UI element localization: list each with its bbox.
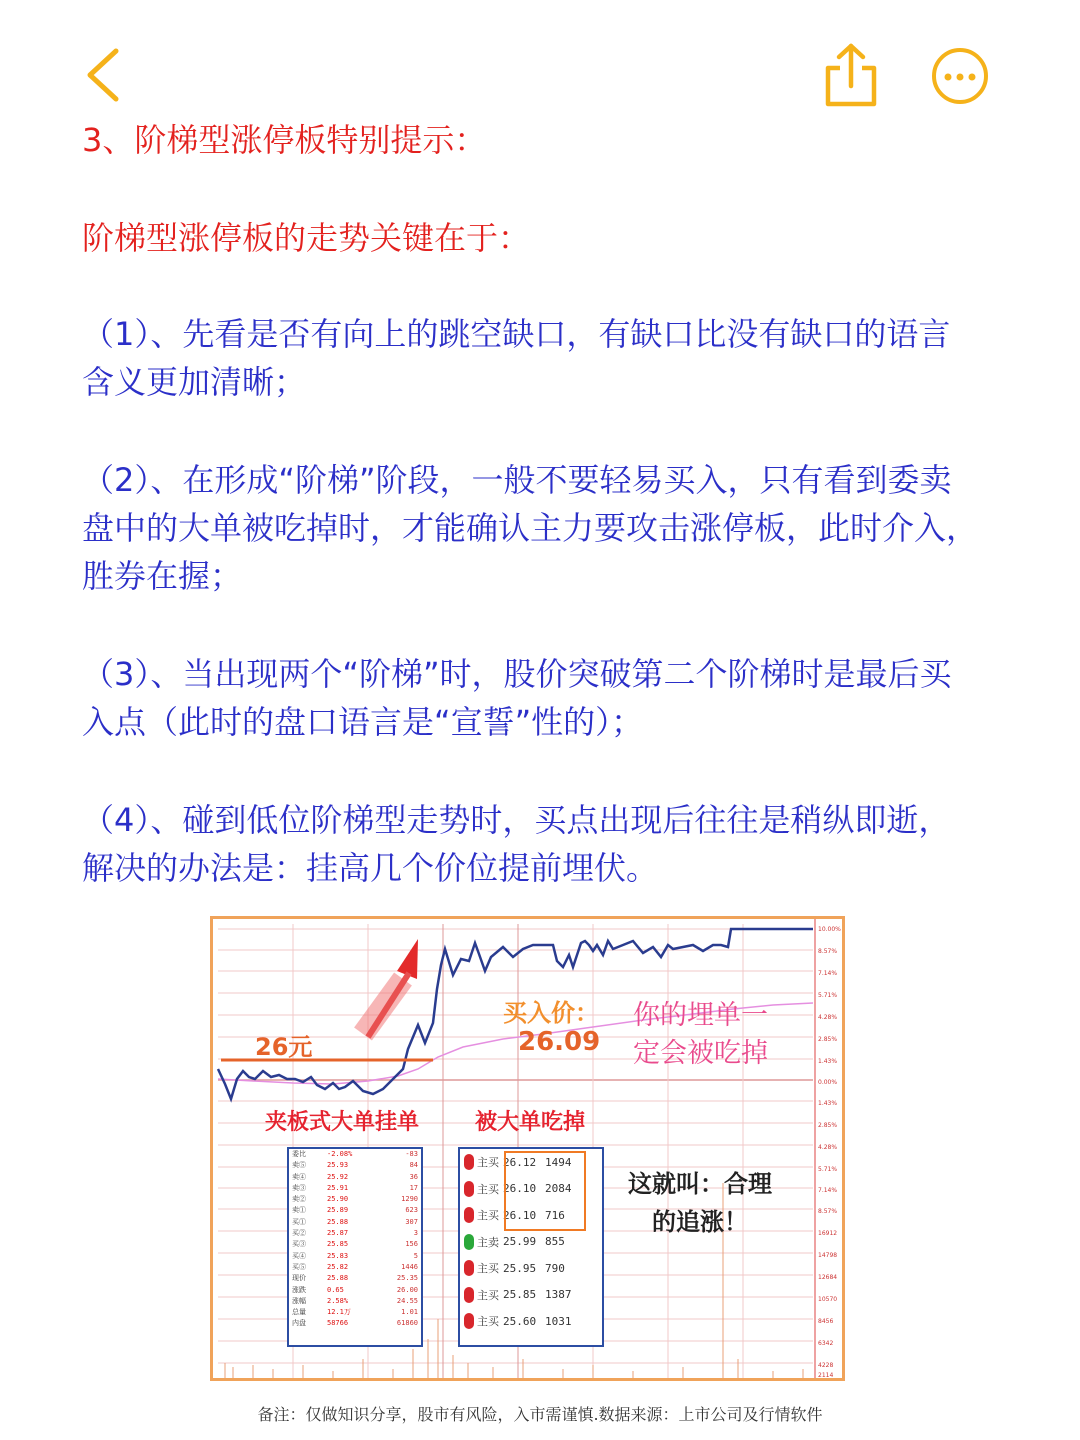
trade-vol: 2084: [545, 1182, 572, 1196]
order-book-cell: 买③: [292, 1240, 306, 1249]
buy-price-value: 26.09: [518, 1027, 601, 1057]
order-book-cell: 26.00: [396, 1285, 418, 1294]
trade-type: 主买: [477, 1288, 499, 1302]
order-book-cell: 总量: [292, 1308, 306, 1317]
right-axis-label: 14798: [818, 1252, 838, 1259]
right-axis-label: 6342: [818, 1340, 834, 1347]
trade-vol: 1031: [545, 1314, 572, 1328]
trade-price: 25.85: [503, 1288, 537, 1302]
trade-price: 25.95: [503, 1261, 537, 1275]
right-axis-label: 2114: [818, 1372, 834, 1379]
order-book-cell: 卖③: [292, 1183, 306, 1192]
right-axis-label: 7.14%: [818, 970, 838, 977]
order-book-cell: 17: [409, 1183, 418, 1192]
order-book-row: [289, 1285, 421, 1296]
order-book-cell: 卖①: [292, 1206, 306, 1215]
trade-price: 26.12: [503, 1155, 537, 1169]
right-axis-label: 1.43%: [818, 1058, 838, 1065]
order-book-cell: 委比: [292, 1150, 306, 1158]
order-book-cell: 5: [413, 1251, 418, 1260]
trade-vol: 716: [545, 1208, 565, 1222]
order-book-row: [289, 1217, 421, 1228]
trade-row: [460, 1229, 602, 1256]
right-axis-label: 2.85%: [818, 1036, 838, 1043]
point-1: （1）、先看是否有向上的跳空缺口，有缺口比没有缺口的语言含义更加清晰；: [82, 315, 951, 401]
trade-type: 主买: [477, 1315, 499, 1329]
trade-detail-panel: [458, 1147, 604, 1347]
right-axis-label: 10570: [818, 1296, 838, 1303]
order-book-row: [289, 1183, 421, 1194]
trade-direction-icon: [464, 1287, 474, 1303]
eaten-by-large-order-label: 被大单吃掉: [475, 1110, 586, 1135]
order-book-cell: 买②: [292, 1229, 306, 1238]
order-book-row: [289, 1296, 421, 1307]
order-book-row: [289, 1262, 421, 1273]
right-axis-label: 2.85%: [818, 1122, 838, 1129]
chase-note-line1: 这就叫：合理: [628, 1170, 772, 1198]
stock-chart-figure: [210, 916, 845, 1381]
trade-price: 25.99: [503, 1235, 537, 1249]
order-book-row: [289, 1172, 421, 1183]
order-book-row: [289, 1307, 421, 1318]
right-axis-label: 8456: [818, 1318, 834, 1325]
trade-direction-icon: [464, 1260, 474, 1276]
trade-type: 主卖: [477, 1235, 499, 1249]
order-book-cell: 1.01: [401, 1308, 418, 1317]
right-axis-label: 8.57%: [818, 1208, 838, 1215]
order-book-cell: 25.92: [327, 1172, 349, 1181]
order-book-cell: 3: [413, 1229, 418, 1238]
trade-vol: 1494: [545, 1155, 572, 1169]
trade-row: [460, 1282, 602, 1309]
trade-type: 主买: [477, 1182, 499, 1196]
right-axis-label: 4228: [818, 1362, 834, 1369]
order-book-cell: 买①: [292, 1217, 306, 1226]
trade-direction-icon: [464, 1207, 474, 1223]
chevron-left-icon[interactable]: [80, 45, 130, 105]
order-book-cell: 25.83: [327, 1251, 349, 1260]
chase-note-line2: 的追涨！: [652, 1208, 748, 1236]
right-axis-label: 4.28%: [818, 1144, 838, 1151]
order-book-cell: 买⑤: [292, 1262, 306, 1271]
price-26-label: 26元: [255, 1033, 313, 1061]
right-axis-label: 7.14%: [818, 1187, 838, 1194]
trade-direction-icon: [464, 1234, 474, 1250]
order-book-cell: 623: [405, 1206, 418, 1215]
trade-vol: 855: [545, 1235, 565, 1249]
right-axis-label: 5.71%: [818, 1166, 838, 1173]
order-book-row: [289, 1273, 421, 1284]
eaten-note-line1: 你的埋单一: [633, 1000, 768, 1031]
more-icon[interactable]: [930, 46, 990, 106]
trade-vol: 1387: [545, 1288, 572, 1302]
order-book-row: [289, 1251, 421, 1262]
clamp-order-label: 夹板式大单挂单: [265, 1110, 420, 1135]
order-book-cell: 24.55: [396, 1296, 418, 1305]
order-book-cell: 58766: [327, 1319, 349, 1328]
order-book-row: [289, 1160, 421, 1171]
right-axis-labels: [818, 926, 841, 1379]
order-book-cell: 25.90: [327, 1195, 349, 1204]
order-book-cell: 卖②: [292, 1195, 306, 1204]
trade-direction-icon: [464, 1313, 474, 1329]
order-book-cell: 1446: [401, 1262, 418, 1271]
order-book-cell: 307: [405, 1217, 418, 1226]
order-book-cell: -83: [405, 1150, 418, 1158]
right-axis-label: 0.00%: [818, 1079, 838, 1086]
order-book-cell: 25.93: [327, 1161, 349, 1170]
buy-price-label: 买入价：: [503, 999, 599, 1027]
order-book-cell: 25.91: [327, 1183, 349, 1192]
section-subtitle: 阶梯型涨停板的走势关键在于：: [82, 219, 531, 257]
order-book-cell: 25.88: [327, 1274, 349, 1283]
order-book-cell: 25.85: [327, 1240, 349, 1249]
order-book-panel: [287, 1147, 423, 1347]
point-3: （3）、当出现两个“阶梯”时，股价突破第二个阶梯时是最后买入点（此时的盘口语言是“宣誓”性的）；: [82, 655, 952, 741]
trade-price: 26.10: [503, 1182, 537, 1196]
right-axis-label: 8.57%: [818, 948, 838, 955]
right-axis-label: 1.43%: [818, 1100, 838, 1107]
order-book-cell: 买④: [292, 1251, 306, 1260]
eaten-note-line2: 定会被吃掉: [633, 1038, 768, 1069]
trade-vol: 790: [545, 1261, 565, 1275]
right-axis-label: 12684: [818, 1274, 838, 1281]
trade-direction-icon: [464, 1154, 474, 1170]
trade-row: [460, 1255, 602, 1282]
order-book-cell: 61860: [396, 1319, 418, 1328]
order-book-cell: 卖④: [292, 1172, 306, 1181]
order-book-cell: 25.89: [327, 1206, 349, 1215]
order-book-cell: 25.88: [327, 1217, 349, 1226]
order-book-row: [289, 1318, 421, 1329]
trade-type: 主买: [477, 1209, 499, 1223]
order-book-row: [289, 1205, 421, 1216]
highlight-box: [504, 1151, 586, 1231]
trade-direction-icon: [464, 1181, 474, 1197]
order-book-row: [289, 1239, 421, 1250]
order-book-row: [289, 1194, 421, 1205]
order-book-cell: 84: [409, 1161, 418, 1170]
share-icon[interactable]: [824, 42, 878, 108]
right-axis-label: 16912: [818, 1230, 838, 1237]
point-2: （2）、在形成“阶梯”阶段，一般不要轻易买入，只有看到委卖盘中的大单被吃掉时，才能确认主力要攻击涨停板，此时介入，胜券在握；: [82, 461, 979, 595]
order-book-cell: 0.65: [327, 1285, 344, 1294]
right-axis-label: 10.00%: [818, 926, 841, 933]
right-axis-label: 4.28%: [818, 1014, 838, 1021]
footnote-caption: 备注：仅做知识分享，股市有风险，入市需谨慎.数据来源：上市公司及行情软件: [257, 1405, 823, 1424]
order-book-cell: 1290: [401, 1195, 418, 1204]
section-title: 3、阶梯型涨停板特别提示：: [82, 121, 487, 159]
trade-type: 主买: [477, 1156, 499, 1170]
order-book-cell: 25.35: [396, 1274, 418, 1283]
order-book-cell: 156: [405, 1240, 418, 1249]
order-book-cell: 涨幅: [292, 1296, 306, 1305]
trade-price: 25.60: [503, 1314, 537, 1328]
order-book-cell: 25.87: [327, 1229, 349, 1238]
order-book-cell: 内盘: [292, 1319, 306, 1328]
order-book-cell: 25.82: [327, 1262, 349, 1271]
order-book-cell: 卖⑤: [292, 1161, 306, 1170]
order-book-cell: -2.08%: [327, 1150, 353, 1158]
order-book-row: [289, 1149, 421, 1160]
trade-price: 26.10: [503, 1208, 537, 1222]
trade-row: [460, 1308, 602, 1335]
top-nav-bar: [0, 0, 1080, 120]
order-book-row: [289, 1228, 421, 1239]
point-4: （4）、碰到低位阶梯型走势时，买点出现后往往是稍纵即逝，解决的办法是：挂高几个价位提前埋伏。: [82, 801, 951, 887]
order-book-cell: 36: [409, 1172, 418, 1181]
right-axis-label: 5.71%: [818, 992, 838, 999]
order-book-cell: 涨跌: [292, 1285, 306, 1294]
chase-note: [628, 1165, 772, 1241]
trade-type: 主买: [477, 1262, 499, 1276]
order-book-cell: 12.1万: [327, 1308, 351, 1317]
order-book-cell: 2.58%: [327, 1296, 349, 1305]
order-book-cell: 现价: [292, 1274, 306, 1283]
